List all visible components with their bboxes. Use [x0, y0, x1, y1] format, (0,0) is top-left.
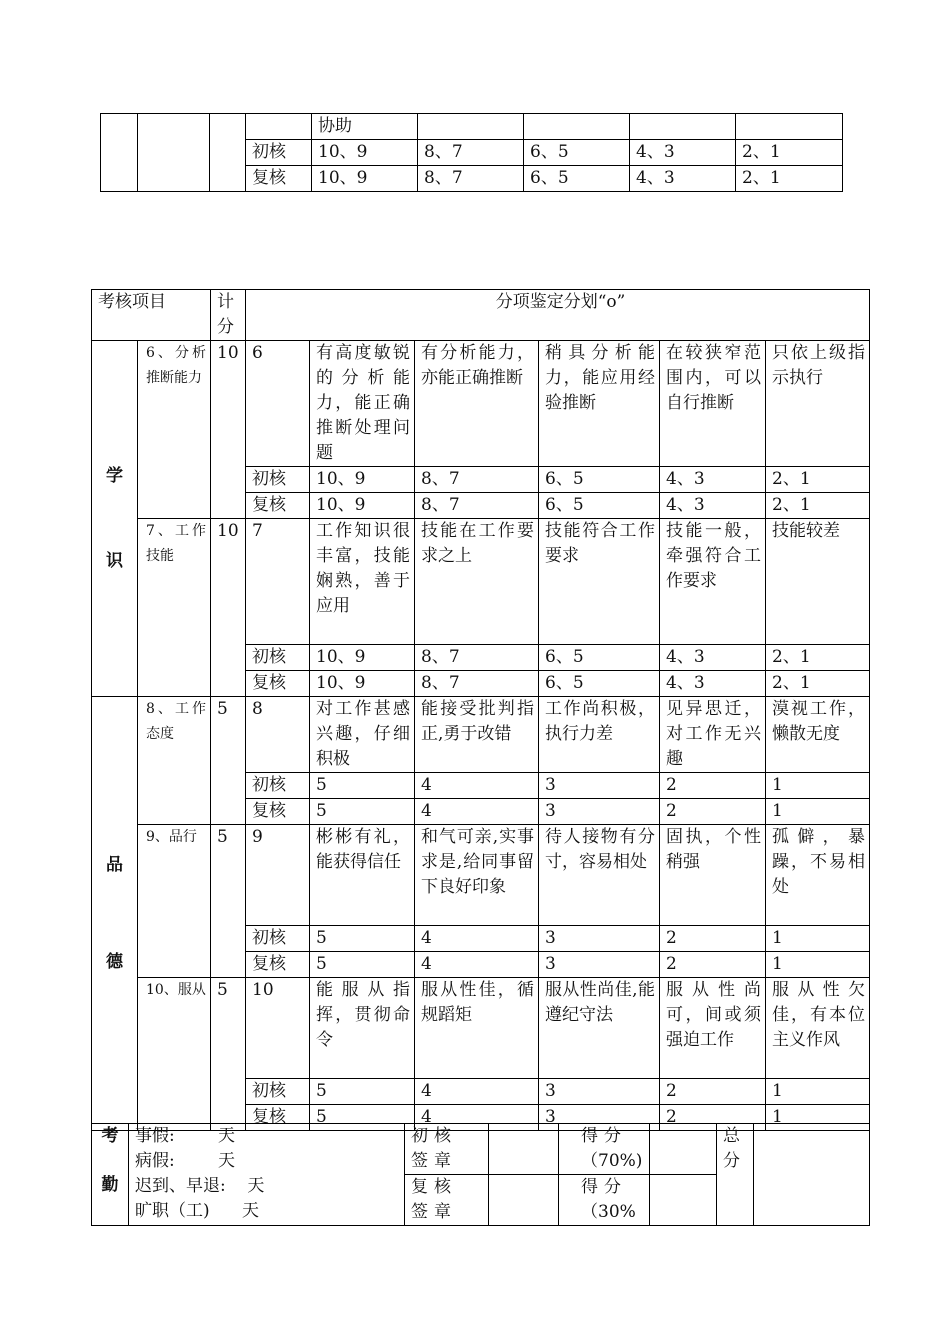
- header-score: 计分: [211, 290, 246, 341]
- value-cell: 2: [660, 952, 766, 978]
- value-cell: 2、1: [736, 140, 843, 166]
- value-cell: 6、5: [524, 166, 630, 192]
- top-score: 9: [246, 825, 310, 926]
- value-cell: 8、7: [415, 671, 539, 697]
- value-cell: 8、7: [415, 645, 539, 671]
- value-cell: 1: [766, 1079, 870, 1105]
- review-label: 复核: [246, 493, 310, 519]
- value-cell: 4、3: [630, 140, 736, 166]
- total-score-field[interactable]: [754, 1124, 870, 1226]
- value-cell: 4: [415, 799, 539, 825]
- value-cell: 5: [310, 799, 415, 825]
- value-cell: 5: [310, 1105, 415, 1131]
- value-cell: 3: [539, 799, 660, 825]
- item-row: [92, 697, 870, 773]
- description: 技能一般，牵强符合工作要求: [660, 519, 766, 645]
- value-cell: 10、9: [310, 493, 415, 519]
- description: 待人接物有分寸，容易相处: [539, 825, 660, 926]
- value-cell: 2、1: [736, 166, 843, 192]
- value-cell: [524, 114, 630, 140]
- review-score-field[interactable]: [650, 1175, 717, 1226]
- description: 服从性尚佳,能遵纪守法: [539, 978, 660, 1079]
- row-label: 初核: [246, 140, 312, 166]
- spacer: [92, 1149, 128, 1173]
- attendance-row: [92, 1124, 870, 1175]
- initial-weight-line: （70%): [581, 1151, 643, 1171]
- spacer: [92, 489, 137, 549]
- value-cell: [630, 114, 736, 140]
- item-name: 8、工作态度: [138, 697, 211, 825]
- value-cell: 4、3: [660, 467, 766, 493]
- value-cell: 4: [415, 773, 539, 799]
- description: 服从性尚可，间或须强迫工作: [660, 978, 766, 1079]
- attendance-lines: [129, 1124, 405, 1226]
- leave-personal: 事假: 天: [135, 1126, 235, 1146]
- value-cell: 2、1: [766, 467, 870, 493]
- value-cell: 6、5: [539, 671, 660, 697]
- description: 稍具分析能力，能应用经验推断: [539, 341, 660, 467]
- review-sign-line: 签章: [411, 1202, 457, 1222]
- description: 对工作甚感兴趣，仔细积极: [310, 697, 415, 773]
- value-cell: 10、9: [310, 467, 415, 493]
- attendance-table: [91, 1123, 870, 1226]
- value-cell: 4: [415, 952, 539, 978]
- review-label: 复核: [246, 1105, 310, 1131]
- review-label: 初核: [246, 926, 310, 952]
- value-cell: 2: [660, 773, 766, 799]
- attendance-char: 勤: [101, 1175, 119, 1195]
- review-weight-line: 得分: [581, 1177, 627, 1197]
- value-cell: 10、9: [312, 166, 418, 192]
- value-cell: 4: [415, 1105, 539, 1131]
- value-cell: 6、5: [524, 140, 630, 166]
- description: 能接受批判指正,勇于改错: [415, 697, 539, 773]
- value-cell: 1: [766, 952, 870, 978]
- review-weight-line: （30%: [581, 1202, 636, 1222]
- description: 彬彬有礼，能获得信任: [310, 825, 415, 926]
- description: 技能符合工作要求: [539, 519, 660, 645]
- item-row: [92, 341, 870, 467]
- description: 在较狭窄范围内，可以自行推断: [660, 341, 766, 467]
- description: 见异思迁，对工作无兴趣: [660, 697, 766, 773]
- item-points: 10: [211, 341, 246, 519]
- value-cell: 5: [310, 952, 415, 978]
- description: 工作知识很丰富，技能娴熟，善于应用: [310, 519, 415, 645]
- review-label: 复核: [246, 799, 310, 825]
- value-cell: 6、5: [539, 493, 660, 519]
- review-label: 初核: [246, 645, 310, 671]
- value-cell: [736, 114, 843, 140]
- description: 固执，个性稍强: [660, 825, 766, 926]
- value-cell: 3: [539, 773, 660, 799]
- value-cell: 8、7: [415, 493, 539, 519]
- value-cell: 1: [766, 799, 870, 825]
- value-cell: 2、1: [766, 671, 870, 697]
- value-cell: 5: [310, 773, 415, 799]
- review-label: 复核: [246, 671, 310, 697]
- description: 孤僻，暴躁，不易相处: [766, 825, 870, 926]
- section-label: [92, 341, 138, 697]
- description: 技能在工作要求之上: [415, 519, 539, 645]
- value-cell: 4、3: [660, 671, 766, 697]
- description: 工作尚积极，执行力差: [539, 697, 660, 773]
- item-points: 5: [211, 825, 246, 978]
- review-sign-line: 复核: [411, 1177, 457, 1197]
- header-row: [92, 290, 870, 341]
- review-weight-label: [559, 1175, 650, 1226]
- initial-sign-line: 初核: [411, 1126, 457, 1146]
- value-cell: 6、5: [539, 645, 660, 671]
- initial-weight-label: [559, 1124, 650, 1175]
- value-cell: 2、1: [766, 645, 870, 671]
- value-cell: 3: [539, 1105, 660, 1131]
- value-cell: 8、7: [418, 140, 524, 166]
- value-cell: 2: [660, 926, 766, 952]
- item-points: 5: [211, 978, 246, 1131]
- top-score: 7: [246, 519, 310, 645]
- total-label: [717, 1124, 754, 1226]
- blank-cell: [210, 114, 246, 192]
- spacer: [92, 878, 137, 950]
- absent: 旷职（工) 天: [135, 1201, 260, 1221]
- description: 有分析能力，亦能正确推断: [415, 341, 539, 467]
- value-cell: 3: [539, 926, 660, 952]
- row-label: [246, 114, 312, 140]
- section-char: 学: [106, 465, 123, 486]
- value-cell: 6、5: [539, 467, 660, 493]
- top-score: 6: [246, 341, 310, 467]
- total-char: 分: [723, 1151, 740, 1171]
- item-row: [92, 519, 870, 645]
- value-cell: 4: [415, 926, 539, 952]
- blank-cell: [138, 114, 210, 192]
- item-row: [92, 825, 870, 926]
- initial-sign-label: [405, 1124, 489, 1175]
- initial-sign-line: 签章: [411, 1151, 457, 1171]
- review-label: 初核: [246, 1079, 310, 1105]
- value-cell: 1: [766, 1105, 870, 1131]
- top-score: 8: [246, 697, 310, 773]
- value-cell: 8、7: [415, 467, 539, 493]
- description: 技能较差: [766, 519, 870, 645]
- review-label: 复核: [246, 952, 310, 978]
- value-cell: 1: [766, 773, 870, 799]
- item-points: 5: [211, 697, 246, 825]
- top-continuation-table: [100, 113, 843, 192]
- value-cell: [418, 114, 524, 140]
- value-cell: 3: [539, 1079, 660, 1105]
- review-label: 初核: [246, 467, 310, 493]
- value-cell: 4、3: [660, 493, 766, 519]
- description: 服从性欠佳，有本位主义作风: [766, 978, 870, 1079]
- value-cell: 1: [766, 926, 870, 952]
- description: 服从性佳，循规蹈矩: [415, 978, 539, 1079]
- description: 能服从指挥，贯彻命令: [310, 978, 415, 1079]
- item-name: 9、品行: [138, 825, 211, 978]
- initial-sign-field[interactable]: [489, 1124, 559, 1175]
- section-label: [92, 697, 138, 1131]
- item-name: 7、工作技能: [138, 519, 211, 697]
- review-sign-field[interactable]: [489, 1175, 559, 1226]
- attendance-char: 考: [101, 1126, 119, 1146]
- value-cell: 4、3: [630, 166, 736, 192]
- header-item: 考核项目: [92, 290, 211, 341]
- value-cell: 4、3: [660, 645, 766, 671]
- value-cell: 2、1: [766, 493, 870, 519]
- item-points: 10: [211, 519, 246, 697]
- blank-cell: [101, 114, 138, 192]
- description: 有高度敏锐的分析能力，能正确推断处理问题: [310, 341, 415, 467]
- review-sign-label: [405, 1175, 489, 1226]
- value-cell: 8、7: [418, 166, 524, 192]
- review-label: 初核: [246, 773, 310, 799]
- section-char: 识: [106, 550, 123, 571]
- item-row: [92, 978, 870, 1079]
- value-cell: 4: [415, 1079, 539, 1105]
- value-cell: 2: [660, 1105, 766, 1131]
- top-score: 10: [246, 978, 310, 1079]
- header-grading: 分项鉴定分划“o”: [246, 290, 870, 341]
- item-name: 6、分析推断能力: [138, 341, 211, 519]
- initial-weight-line: 得分: [581, 1126, 627, 1146]
- value-cell: 10、9: [312, 140, 418, 166]
- evaluation-table: [91, 289, 870, 1131]
- initial-score-field[interactable]: [650, 1124, 717, 1175]
- late-early: 迟到、早退: 天: [135, 1176, 265, 1196]
- value-cell: 协助: [312, 114, 418, 140]
- total-char: 总: [723, 1126, 740, 1146]
- value-cell: 10、9: [310, 671, 415, 697]
- description: 漠视工作，懒散无度: [766, 697, 870, 773]
- leave-sick: 病假: 天: [135, 1151, 235, 1171]
- value-cell: 2: [660, 799, 766, 825]
- value-cell: 5: [310, 1079, 415, 1105]
- section-char: 品: [106, 854, 123, 875]
- section-char: 德: [106, 951, 123, 972]
- value-cell: 3: [539, 952, 660, 978]
- description: 只依上级指示执行: [766, 341, 870, 467]
- value-cell: 10、9: [310, 645, 415, 671]
- value-cell: 2: [660, 1079, 766, 1105]
- item-name: 10、服从: [138, 978, 211, 1131]
- row-label: 复核: [246, 166, 312, 192]
- attendance-label: [92, 1124, 129, 1226]
- value-cell: 5: [310, 926, 415, 952]
- description: 和气可亲,实事求是,给同事留下良好印象: [415, 825, 539, 926]
- table-row: [101, 114, 843, 140]
